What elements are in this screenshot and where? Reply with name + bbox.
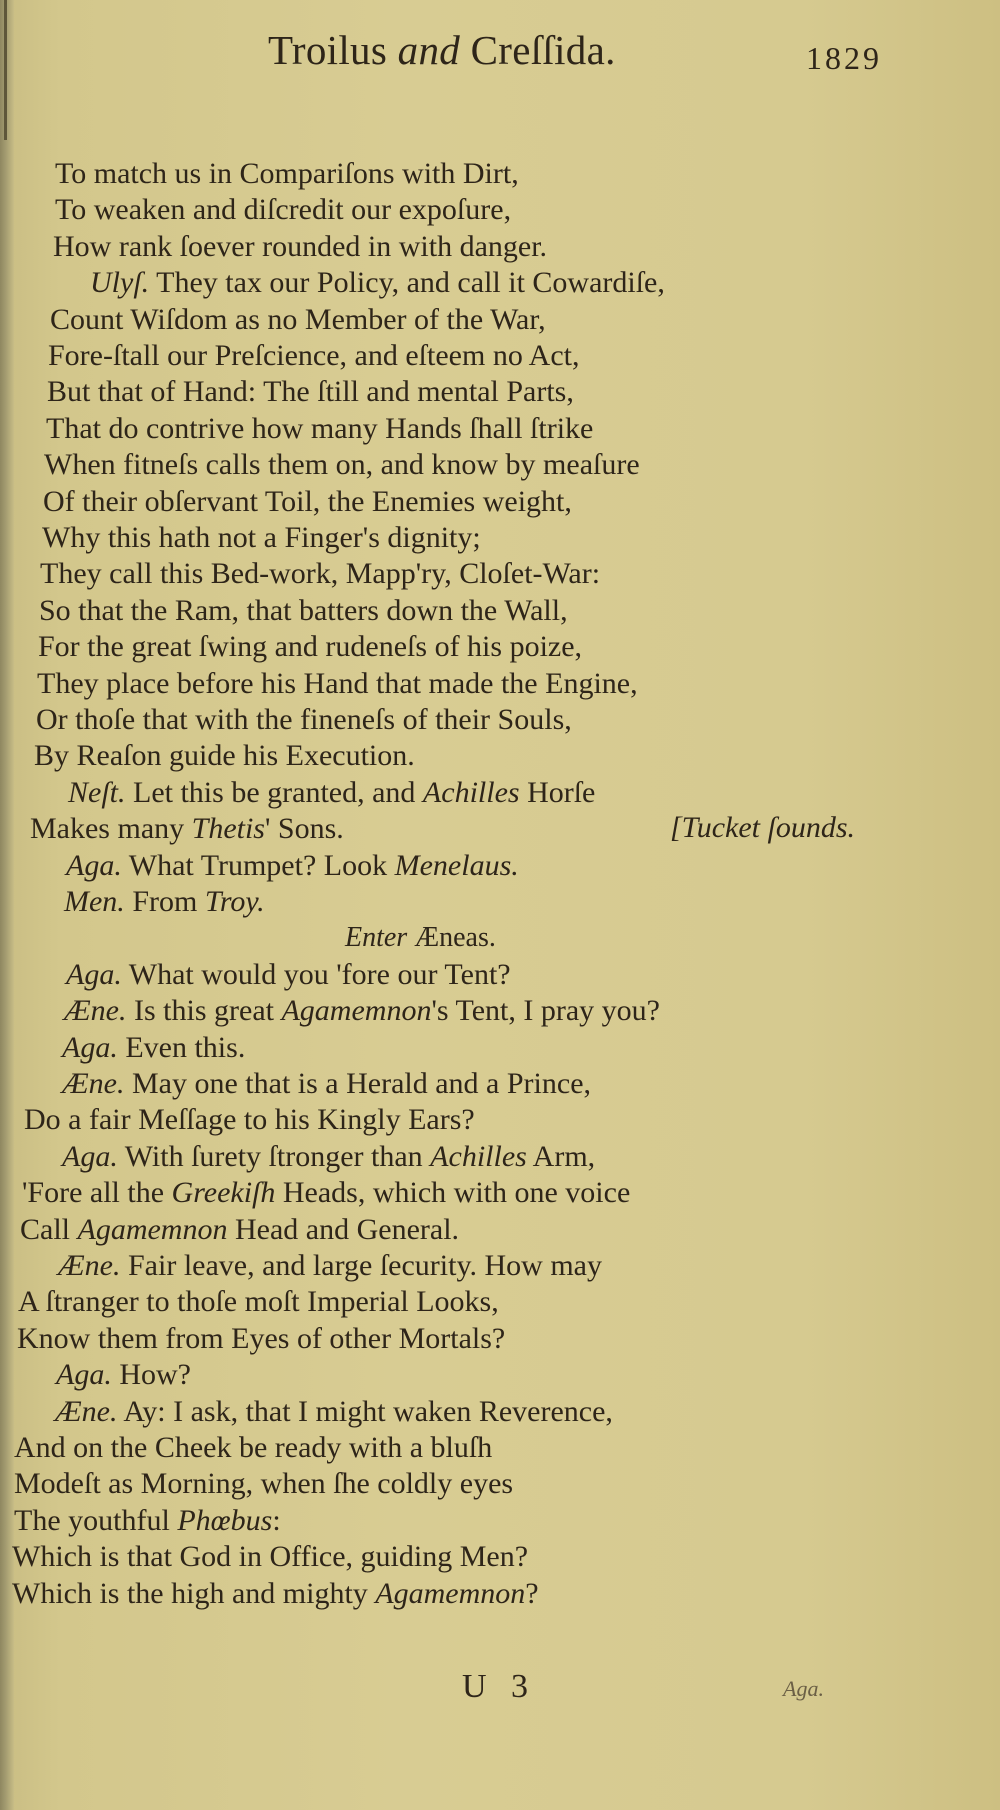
roman-text: What would you 'fore our Tent? bbox=[121, 957, 511, 991]
verse-line bbox=[22, 1175, 630, 1211]
italic-text: Aga. bbox=[66, 957, 122, 991]
roman-text: Makes many bbox=[30, 812, 192, 846]
catchword: Aga. bbox=[783, 1676, 824, 1701]
italic-text: Æne. bbox=[64, 994, 127, 1028]
italic-text: Phœbus bbox=[177, 1503, 273, 1537]
verse-line bbox=[36, 702, 572, 738]
roman-text: From bbox=[124, 885, 205, 918]
italic-text: Aga. bbox=[62, 1139, 118, 1173]
verse-line bbox=[43, 484, 572, 520]
roman-text: 's Tent, I pray you? bbox=[431, 994, 660, 1028]
roman-text: Horſe bbox=[519, 775, 596, 809]
verse-line bbox=[42, 520, 481, 556]
italic-text: Æne. bbox=[58, 1249, 121, 1282]
italic-text: Achilles bbox=[430, 1139, 527, 1173]
italic-text: Men. bbox=[64, 885, 125, 918]
roman-text: By Reaſon guide his Execution. bbox=[34, 739, 415, 773]
italic-text: Neſt. bbox=[68, 775, 126, 809]
italic-text: Æne. bbox=[62, 1067, 125, 1100]
verse-line bbox=[56, 1357, 191, 1393]
roman-text: How? bbox=[111, 1358, 191, 1392]
verse-line bbox=[68, 775, 595, 811]
roman-text: Do a fair Meſſage to his Kingly Ears? bbox=[24, 1103, 475, 1137]
verse-line bbox=[14, 1430, 492, 1466]
roman-text: Or thoſe that with the fineneſs of their Souls, bbox=[36, 703, 572, 736]
roman-text: They call this Bed-work, Mapp'ry, Cloſet-War: bbox=[40, 557, 601, 591]
verse-line bbox=[40, 556, 600, 592]
italic-text: Agamemnon bbox=[375, 1576, 526, 1610]
roman-text: With ſurety ſtronger than bbox=[117, 1139, 431, 1173]
verse-line bbox=[46, 411, 593, 447]
italic-text: Achilles bbox=[422, 775, 520, 809]
roman-text: What Trumpet? Look bbox=[121, 848, 395, 882]
roman-text: But that of Hand: The ſtill and mental Parts, bbox=[47, 375, 574, 409]
italic-text: Aga. bbox=[66, 848, 122, 882]
roman-text: Of their obſervant Toil, the Enemies weight, bbox=[43, 484, 572, 518]
roman-text: Let this be granted, and bbox=[125, 775, 423, 809]
running-title bbox=[268, 26, 616, 74]
verse-line bbox=[55, 1394, 613, 1430]
italic-text: Greekiſh bbox=[171, 1176, 276, 1210]
stage-direction-tucket: [Tucket ſounds. bbox=[670, 811, 855, 845]
roman-text: ? bbox=[525, 1576, 539, 1610]
verse-line bbox=[90, 265, 665, 301]
roman-text: Know them from Eyes of other Mortals? bbox=[17, 1321, 506, 1355]
roman-text: 'Fore all the bbox=[22, 1176, 172, 1210]
roman-text: Even this. bbox=[117, 1030, 246, 1064]
verse-line bbox=[47, 374, 574, 410]
signature-mark: U 3 bbox=[462, 1668, 537, 1705]
italic-text: Agamemnon bbox=[77, 1212, 228, 1246]
italic-text: Ulyſ. bbox=[90, 266, 150, 300]
stage-direction-line bbox=[345, 920, 496, 956]
roman-text: Æneas. bbox=[407, 922, 496, 954]
verse-line bbox=[14, 1466, 513, 1502]
roman-text: Heads, which with one voice bbox=[275, 1176, 631, 1210]
verse-line bbox=[62, 1030, 245, 1066]
verse-line bbox=[30, 811, 344, 847]
page-number: 1829 bbox=[806, 40, 882, 76]
roman-text: They place before his Hand that made the Engine, bbox=[37, 666, 638, 700]
verse-line bbox=[66, 957, 511, 993]
verse-line bbox=[44, 447, 640, 483]
title-troilus: Troilus bbox=[268, 27, 398, 73]
verse-line bbox=[55, 156, 519, 192]
verse-line bbox=[34, 738, 415, 774]
italic-text: Troy. bbox=[204, 885, 265, 918]
roman-text: Fore-ſtall our Preſcience, and eſteem no Act, bbox=[48, 339, 580, 372]
verse-line bbox=[14, 1503, 281, 1539]
title-cressida: Creſſida. bbox=[460, 27, 616, 73]
verse-line bbox=[38, 629, 582, 665]
roman-text: Head and General. bbox=[227, 1212, 460, 1246]
roman-text: Is this great bbox=[126, 994, 282, 1028]
roman-text: Fair leave, and large ſecurity. How may bbox=[120, 1249, 602, 1282]
page-header bbox=[0, 22, 1000, 82]
verse-line bbox=[24, 1102, 475, 1138]
italic-text: Agamemnon bbox=[281, 994, 432, 1028]
title-and: and bbox=[397, 27, 461, 73]
roman-text: For the great ſwing and rudeneſs of his poize, bbox=[38, 630, 583, 664]
roman-text: And on the Cheek be ready with a bluſh bbox=[14, 1431, 493, 1464]
roman-text: Arm, bbox=[526, 1139, 596, 1173]
roman-text: ' Sons. bbox=[265, 812, 344, 846]
roman-text: So that the Ram, that batters down the Wall, bbox=[39, 593, 568, 627]
verse-line bbox=[64, 993, 660, 1029]
verse-line bbox=[39, 593, 568, 629]
roman-text: Which is that God in Office, guiding Men? bbox=[12, 1540, 529, 1574]
roman-text: The youthful bbox=[14, 1503, 178, 1537]
verse-line bbox=[20, 1212, 459, 1248]
italic-text: Aga. bbox=[62, 1030, 118, 1064]
verse-line bbox=[18, 1284, 499, 1320]
roman-text: Why this hath not a Finger's dignity; bbox=[42, 521, 481, 554]
verse-line bbox=[55, 192, 511, 228]
roman-text: Which is the high and mighty bbox=[12, 1576, 376, 1610]
roman-text: : bbox=[272, 1503, 281, 1537]
verse-line bbox=[62, 1139, 595, 1175]
roman-text: That do contrive how many Hands ſhall ſtrike bbox=[46, 411, 594, 445]
verse-line bbox=[48, 338, 579, 374]
roman-text: Call bbox=[20, 1212, 78, 1246]
verse-line bbox=[58, 1248, 602, 1284]
italic-text: Thetis bbox=[191, 812, 265, 846]
italic-text: Enter bbox=[345, 922, 408, 954]
roman-text: When fitneſs calls them on, and know by meaſure bbox=[44, 448, 640, 482]
roman-text: Ay: I ask, that I might waken Reverence, bbox=[117, 1394, 613, 1428]
verse-line bbox=[12, 1576, 539, 1612]
roman-text: To weaken and diſcredit our expoſure, bbox=[55, 193, 512, 227]
roman-text: May one that is a Herald and a Prince, bbox=[124, 1067, 592, 1100]
verse-line bbox=[12, 1539, 528, 1575]
verse-line bbox=[17, 1321, 505, 1357]
roman-text: To match us in Compariſons with Dirt, bbox=[55, 157, 519, 190]
verse-line bbox=[64, 884, 265, 920]
verse-line bbox=[50, 302, 546, 338]
italic-text: Menelaus. bbox=[394, 848, 519, 882]
italic-text: Æne. bbox=[55, 1394, 118, 1428]
roman-text: They tax our Policy, and call it Cowardiſe, bbox=[149, 266, 665, 300]
verse-line bbox=[66, 848, 519, 884]
roman-text: Modeſt as Morning, when ſhe coldly eyes bbox=[14, 1467, 514, 1501]
italic-text: Aga. bbox=[56, 1358, 112, 1392]
verse-line bbox=[62, 1066, 591, 1102]
verse-line bbox=[53, 229, 547, 265]
roman-text: How rank ſoever rounded in with danger. bbox=[53, 229, 548, 263]
roman-text: A ſtranger to thoſe moſt Imperial Looks, bbox=[18, 1285, 499, 1319]
verse-line bbox=[37, 666, 638, 702]
roman-text: Count Wiſdom as no Member of the War, bbox=[50, 302, 546, 336]
